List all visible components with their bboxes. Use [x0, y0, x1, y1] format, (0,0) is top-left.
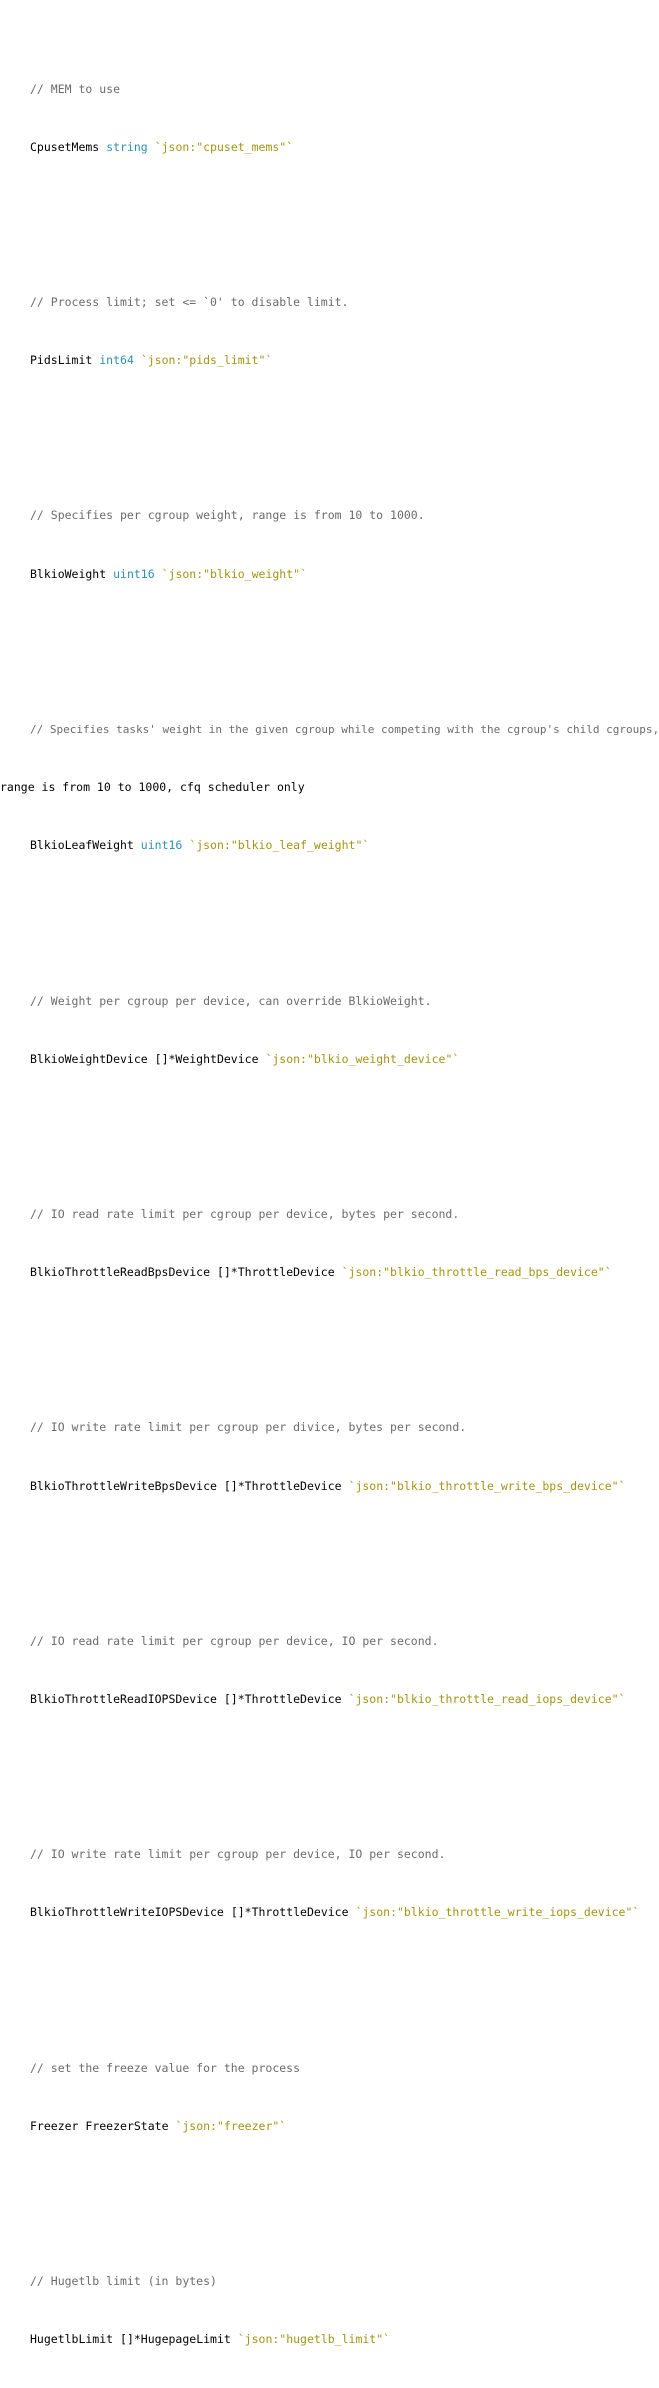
field-name: BlkioThrottleReadBpsDevice: [30, 1265, 211, 1280]
field-tag: `json:"hugetlb_limit"`: [237, 2332, 391, 2347]
field-name: CpusetMems: [30, 139, 100, 154]
code-line-field: [0, 1050, 640, 1069]
field-type: []*HugepageLimit: [120, 2332, 231, 2347]
code-comment-continuation: range is from 10 to 1000, cfq scheduler only: [0, 780, 305, 795]
blank-line: [0, 895, 640, 914]
field-type: []*ThrottleDevice: [230, 1905, 349, 1920]
code-line-field: [0, 836, 640, 855]
blank-line: [0, 1321, 640, 1340]
code-line-field: [0, 2117, 640, 2136]
blank-line: [0, 1748, 640, 1767]
field-name: Freezer: [30, 2118, 79, 2133]
field-tag: `json:"blkio_throttle_read_iops_device"`: [348, 1691, 626, 1706]
field-tag: `json:"blkio_weight"`: [161, 566, 307, 581]
code-comment: // IO read rate limit per cgroup per device, IO per second.: [30, 1633, 439, 1648]
field-tag: `json:"blkio_leaf_weight"`: [189, 838, 370, 853]
code-comment: // MEM to use: [30, 81, 121, 96]
code-comment: // Specifies per cgroup weight, range is from 10 to 1000.: [30, 508, 425, 523]
field-type: []*WeightDevice: [154, 1051, 259, 1066]
code-comment: // set the freeze value for the process: [30, 2060, 301, 2075]
code-line-comment: [0, 720, 659, 739]
code-line-field: [0, 138, 640, 157]
code-line-comment: [0, 293, 640, 312]
field-name: BlkioWeight: [30, 566, 107, 581]
blank-line: [0, 409, 640, 428]
field-name: BlkioThrottleWriteBpsDevice: [30, 1478, 217, 1493]
field-name: HugetlbLimit: [30, 2332, 114, 2347]
field-tag: `json:"blkio_throttle_read_bps_device"`: [341, 1265, 612, 1280]
field-name: PidsLimit: [30, 353, 93, 368]
code-line-field: [0, 1263, 640, 1282]
field-tag: `json:"blkio_throttle_write_iops_device"`: [355, 1905, 640, 1920]
code-comment: // Weight per cgroup per device, can override BlkioWeight.: [30, 993, 432, 1008]
field-name: BlkioThrottleReadIOPSDevice: [30, 1691, 217, 1706]
code-line-comment-wrap: [0, 778, 640, 797]
code-line-field: [0, 1477, 640, 1496]
code-line-comment: [0, 2059, 640, 2078]
code-line-field: [0, 351, 640, 370]
code-line-field: [0, 565, 640, 584]
blank-line: [0, 623, 640, 642]
code-comment: // Hugetlb limit (in bytes): [30, 2274, 217, 2289]
field-tag: `json:"freezer"`: [175, 2118, 287, 2133]
code-line-comment: [0, 506, 640, 525]
blank-line: [0, 196, 640, 215]
code-line-field: [0, 1903, 640, 1922]
code-comment: // IO read rate limit per cgroup per device, bytes per second.: [30, 1206, 460, 1221]
field-type: int64: [99, 353, 134, 368]
blank-line: [0, 1535, 640, 1554]
field-tag: `json:"cpuset_mems"`: [154, 139, 294, 154]
field-name: BlkioWeightDevice: [30, 1051, 148, 1066]
field-type: uint16: [113, 566, 155, 581]
field-type: []*ThrottleDevice: [216, 1265, 335, 1280]
code-comment: // IO write rate limit per cgroup per device, IO per second.: [30, 1847, 446, 1862]
field-type: uint16: [140, 838, 183, 853]
code-line-comment: [0, 992, 640, 1011]
field-type: []*ThrottleDevice: [223, 1478, 342, 1493]
code-comment: // Specifies tasks' weight in the given cgroup while competing with the cgroup's child cgroups,: [30, 722, 659, 736]
code-comment: // Process limit; set <= `0' to disable limit.: [30, 295, 349, 310]
field-tag: `json:"pids_limit"`: [140, 353, 273, 368]
code-comment: // IO write rate limit per cgroup per divice, bytes per second.: [30, 1420, 467, 1435]
field-type: string: [106, 139, 148, 154]
code-line-comment: [0, 2272, 640, 2291]
code-line-comment: [0, 80, 640, 99]
blank-line: [0, 2175, 640, 2194]
blank-line: [0, 1108, 640, 1127]
field-name: BlkioLeafWeight: [30, 838, 134, 853]
blank-line: [0, 1962, 640, 1981]
code-line-field: [0, 1690, 640, 1709]
code-line-comment: [0, 1205, 640, 1224]
field-type: FreezerState: [85, 2118, 169, 2133]
field-name: BlkioThrottleWriteIOPSDevice: [30, 1905, 224, 1920]
code-line-comment: [0, 1632, 640, 1651]
field-type: []*ThrottleDevice: [223, 1691, 342, 1706]
code-line-field: [0, 2330, 640, 2349]
field-tag: `json:"blkio_throttle_write_bps_device"`: [348, 1478, 626, 1493]
code-line-comment: [0, 1845, 640, 1864]
field-tag: `json:"blkio_weight_device"`: [265, 1051, 460, 1066]
code-line-comment: [0, 1418, 640, 1437]
